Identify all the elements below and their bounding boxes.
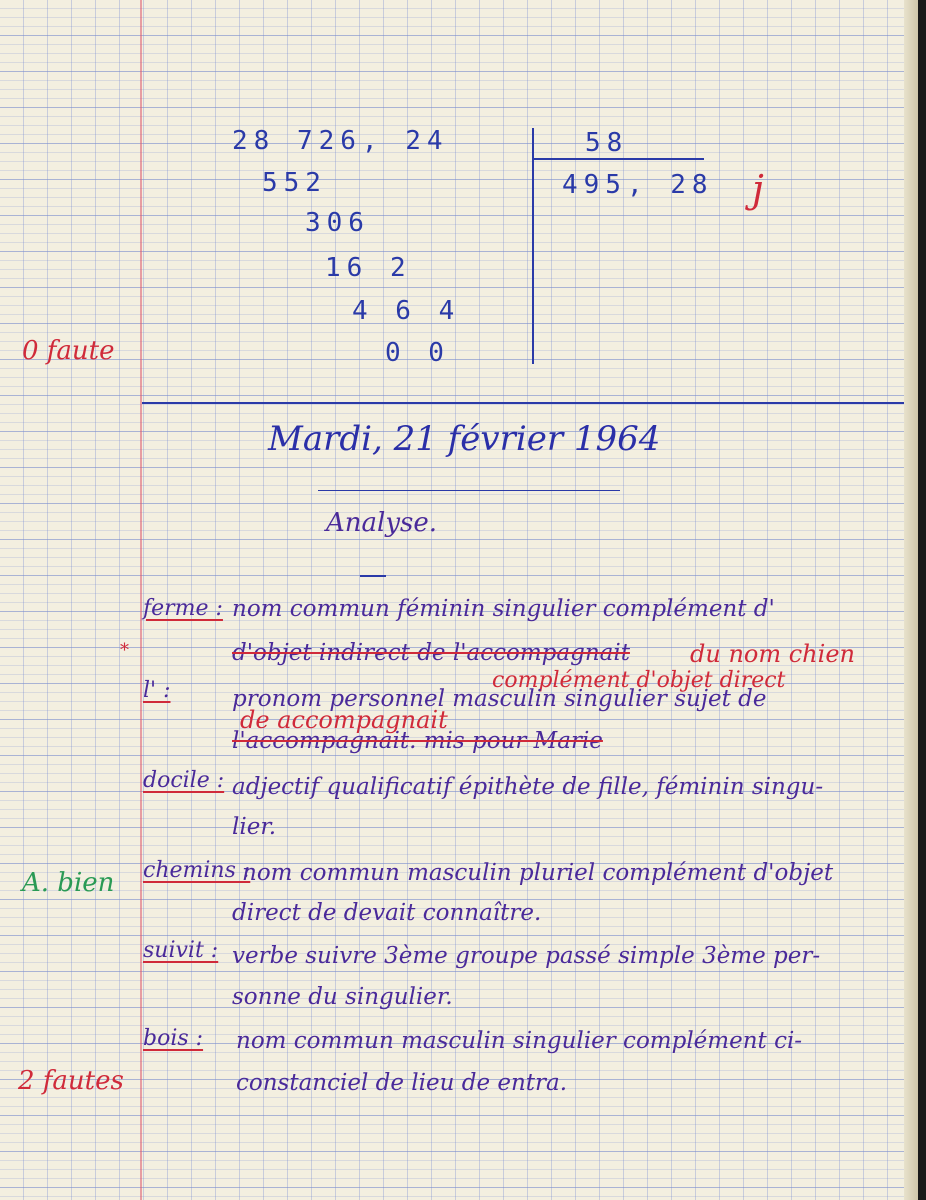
division-step: 0 0 xyxy=(385,338,450,368)
analysis-line: direct de devait connaître. xyxy=(232,900,542,926)
correction: du nom chien xyxy=(690,640,855,668)
correction: de accompagnait xyxy=(240,706,448,734)
division-step: 552 xyxy=(262,168,327,198)
margin-note: 0 faute xyxy=(22,336,115,366)
title-dash xyxy=(360,575,386,577)
division-step: 306 xyxy=(305,208,370,238)
analysis-line: verbe suivre 3ème groupe passé simple 3ème per- xyxy=(232,943,821,969)
analysis-term: ferme : xyxy=(143,596,223,621)
analysis-term: l' : xyxy=(143,678,171,703)
quotient: 495, 28 xyxy=(562,170,714,200)
analysis-line: constanciel de lieu de entra. xyxy=(236,1070,568,1096)
analysis-line: sonne du singulier. xyxy=(232,984,453,1010)
analysis-line: pronom personnel masculin singulier sujet de xyxy=(232,686,767,712)
analysis-term: docile : xyxy=(143,768,225,793)
section-title: Analyse. xyxy=(326,508,438,538)
division-step: 4 6 4 xyxy=(352,296,461,326)
division-step: 16 2 xyxy=(325,253,412,283)
section-divider xyxy=(142,402,912,404)
dividend: 28 726, 24 xyxy=(232,126,449,156)
date-heading: Mardi, 21 février 1964 xyxy=(268,419,661,459)
margin-line xyxy=(140,0,142,1200)
analysis-line: adjectif qualificatif épithète de fille, féminin singu- xyxy=(232,774,824,800)
division-horizontal-rule xyxy=(532,158,704,160)
margin-note: 2 fautes xyxy=(18,1066,124,1096)
analysis-line-struck: l'accompagnait. mis pour Marie xyxy=(232,728,603,754)
analysis-term: bois : xyxy=(143,1026,204,1051)
analysis-line-struck: d'objet indirect de l'accompagnait xyxy=(232,640,630,666)
divisor: 58 xyxy=(585,128,629,158)
correction: complément d'objet direct xyxy=(492,668,786,693)
analysis-term: suivit : xyxy=(143,938,219,963)
analysis-line: nom commun masculin singulier complément ci- xyxy=(236,1028,803,1054)
analysis-line: lier. xyxy=(232,814,277,840)
date-underline xyxy=(318,490,620,491)
analysis-line: nom commun féminin singulier complément d' xyxy=(232,596,775,622)
division-vertical-rule xyxy=(532,128,534,364)
grade-mark: j xyxy=(752,167,764,211)
margin-note: A. bien xyxy=(22,868,115,898)
margin-asterisk: * xyxy=(120,640,129,661)
analysis-term: chemins : xyxy=(143,858,251,883)
analysis-line: nom commun masculin pluriel complément d'objet xyxy=(242,860,834,886)
